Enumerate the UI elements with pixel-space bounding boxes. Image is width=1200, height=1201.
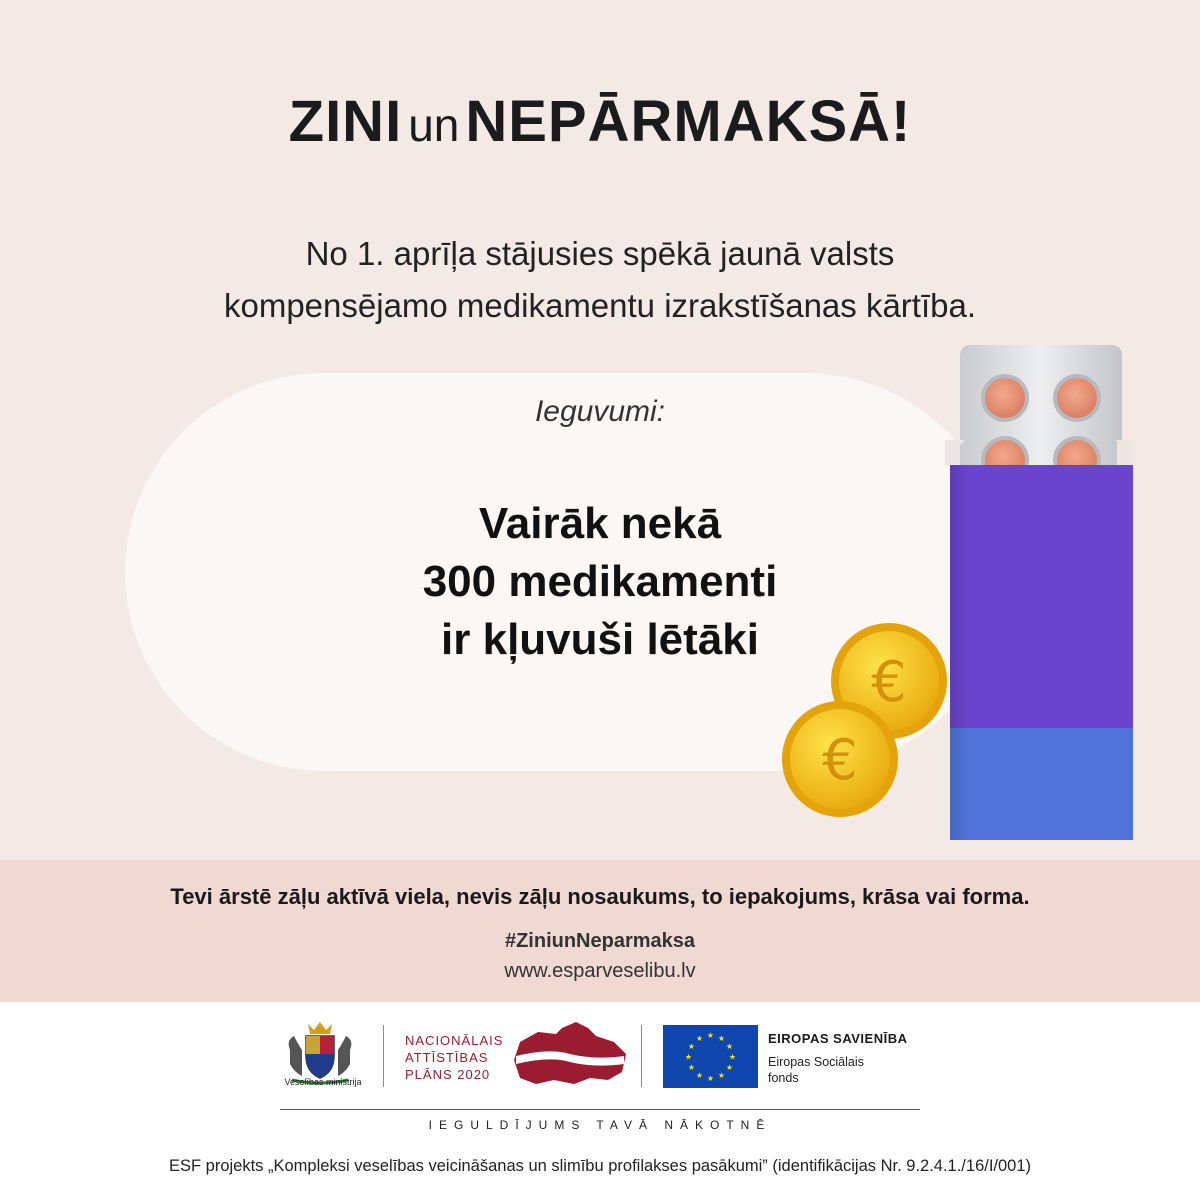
page-title	[0, 88, 1200, 155]
svg-text:★: ★	[725, 1042, 734, 1051]
intro-line-1: No 1. aprīļa stājusies spēkā jaunā valsts	[305, 235, 895, 272]
nap-logo-text	[405, 1032, 503, 1083]
benefit-line-3: ir kļuvuši lētāki	[441, 615, 759, 664]
title-word-neparmaksa: NEPĀRMAKSĀ!	[465, 89, 912, 154]
euro-coins-icon	[770, 610, 955, 825]
svg-text:€: €	[822, 728, 858, 793]
eu-sub-line-2: fonds	[768, 1071, 799, 1085]
nap-line-2: ATTĪSTĪBAS	[405, 1050, 489, 1065]
title-word-un: un	[408, 99, 460, 151]
svg-text:★: ★	[706, 1074, 715, 1083]
svg-text:€: €	[871, 650, 907, 715]
invest-slogan: IEGULDĪJUMS TAVĀ NĀKOTNĒ	[428, 1118, 772, 1132]
nap-line-3: PLĀNS 2020	[405, 1067, 491, 1082]
nap-line-1: NACIONĀLAIS	[405, 1033, 504, 1048]
logo-divider	[641, 1025, 642, 1087]
benefit-line-1: Vairāk nekā	[478, 499, 722, 548]
esf-project-note: ESF projekts „Kompleksi veselības veicināšanas un slimību profilakses pasākumi” (identifikācijas Nr. 9.2.4.1./16/I/001)	[168, 1157, 1032, 1175]
svg-text:★: ★	[706, 1031, 715, 1040]
eu-sub-line-1: Eiropas Sociālais	[768, 1055, 864, 1069]
band-message: Tevi ārstē zāļu aktīvā viela, nevis zāļu nosaukums, to iepakojums, krāsa vai forma.	[170, 884, 1030, 909]
title-word-zini: ZINI	[288, 89, 403, 154]
hashtag: #ZiniunNeparmaksa	[504, 930, 696, 952]
svg-text:★: ★	[684, 1052, 693, 1062]
svg-text:★: ★	[728, 1052, 737, 1062]
ministry-caption: Veselības ministrija	[284, 1077, 362, 1087]
medicine-pack-icon	[935, 340, 1135, 850]
website-link[interactable]: www.esparveselibu.lv	[504, 960, 696, 982]
svg-text:★: ★	[695, 1034, 704, 1043]
intro-line-2: kompensējamo medikamentu izrakstīšanas kārtība.	[223, 287, 976, 324]
eu-subtitle	[768, 1054, 898, 1086]
latvia-map-flag-icon	[510, 1020, 630, 1088]
benefit-line-2: 300 medikamenti	[422, 557, 778, 606]
svg-text:★: ★	[717, 1071, 726, 1080]
svg-text:★: ★	[695, 1071, 704, 1080]
intro-text	[0, 228, 1200, 332]
logo-divider	[383, 1025, 384, 1087]
invest-divider	[280, 1109, 920, 1110]
benefit-label: Ieguvumi:	[534, 395, 666, 428]
eu-title: EIROPAS SAVIENĪBA	[768, 1031, 908, 1046]
svg-text:★: ★	[687, 1042, 696, 1051]
svg-text:★: ★	[687, 1063, 696, 1072]
svg-text:★: ★	[725, 1063, 734, 1072]
eu-flag-icon	[663, 1025, 758, 1088]
svg-text:★: ★	[717, 1034, 726, 1043]
